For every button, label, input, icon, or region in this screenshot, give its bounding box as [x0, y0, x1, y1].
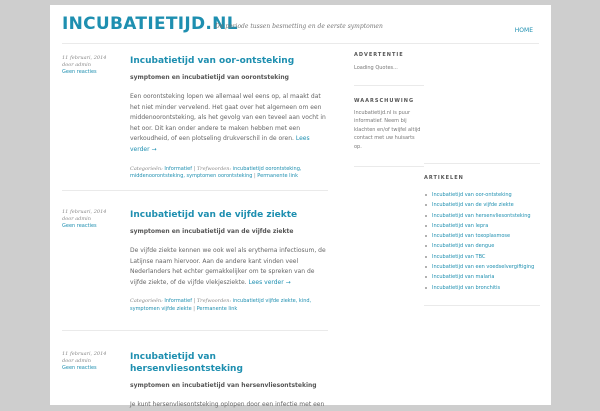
category-link[interactable]: Informatief [164, 298, 192, 305]
article-link[interactable]: Incubatietijd van hersenvliesontsteking [432, 212, 531, 219]
post-author: door admin [62, 358, 91, 364]
post-divider [62, 330, 328, 331]
articles-widget [424, 163, 540, 306]
articles-list [424, 190, 540, 293]
page [50, 5, 551, 408]
category-link[interactable]: Informatief [164, 165, 192, 172]
article-list-item [424, 211, 540, 221]
nav-home-link[interactable]: HOME [514, 27, 533, 34]
article-link[interactable]: Incubatietijd van lepra [432, 222, 489, 229]
post-entry [130, 209, 330, 313]
comments-link[interactable]: Geen reacties [62, 365, 97, 371]
warning-widget-title: WAARSCHUWING [354, 97, 415, 104]
advert-widget-title: ADVERTENTIE [354, 52, 404, 58]
post-footer: Categorieën: Informatief | Trefwoorden: incubatietijd vijfde ziekte, kind, symptomen vijfde ziekte | Permanente link [130, 298, 312, 312]
article-link[interactable]: Incubatietijd van dengue [432, 243, 495, 250]
post-excerpt-text: De vijfde ziekte kennen we ook wel als erythema infectiosum, de Latijnse naam hiervoor. Aan de andere kant vinden veel Nederlanders het echter gemakkelijker om te spreken van de vijfde ziekte, of de vijfde vlekjesziekte. [130, 247, 326, 286]
article-list-item [424, 241, 540, 251]
permalink[interactable]: Permanente link [257, 173, 298, 180]
post-date: 11 februari, 2014 [62, 209, 107, 215]
widget-divider [354, 85, 424, 86]
post-title-link[interactable]: Incubatietijd van oor-ontsteking [130, 56, 295, 66]
article-list-item [424, 283, 540, 293]
post-excerpt [130, 246, 330, 288]
article-list-item [424, 221, 540, 231]
tags-label: Trefwoorden: [196, 165, 232, 172]
post-subtitle: symptomen en incubatietijd van de vijfde ziekte [130, 228, 294, 235]
post-meta [62, 209, 122, 230]
article-link[interactable]: Incubatietijd van bronchitis [432, 284, 501, 291]
article-link[interactable]: Incubatietijd van de vijfde ziekte [432, 202, 514, 209]
article-link[interactable]: Incubatietijd van toxoplasmose [432, 233, 511, 240]
categories-label: Categorieën: [130, 298, 163, 305]
post-date: 11 februari, 2014 [62, 55, 107, 61]
post-entry [130, 351, 330, 411]
site-title-link[interactable]: INCUBATIETIJD.NL [62, 14, 238, 34]
post-excerpt [130, 400, 330, 411]
advert-widget-text: Loading Quotes... [354, 65, 398, 71]
tags-links[interactable]: incubatietijd oorontsteking, middenoorontsteking, symptomen oorontsteking [130, 165, 302, 180]
article-list-item [424, 252, 540, 262]
widget-divider [424, 305, 540, 306]
categories-label: Categorieën: [130, 165, 163, 172]
article-link[interactable]: Incubatietijd van TBC [432, 253, 486, 260]
post-excerpt-text: Je kunt hersenvliesontsteking oplopen door een infectie met een [130, 401, 325, 408]
comments-link[interactable]: Geen reacties [62, 223, 97, 229]
read-more-link[interactable]: Lees verder → [248, 278, 291, 286]
article-list-item [424, 262, 540, 272]
permalink[interactable]: Permanente link [196, 305, 238, 312]
tags-label: Trefwoorden: [196, 298, 232, 305]
article-list-item [424, 200, 540, 210]
post-date: 11 februari, 2014 [62, 351, 107, 357]
post-author: door admin [62, 216, 91, 222]
widget-divider [424, 163, 540, 164]
post-meta [62, 55, 122, 76]
tags-links[interactable]: incubatietijd vijfde ziekte, kind, symptomen vijfde ziekte [130, 298, 312, 312]
article-list-item [424, 272, 540, 282]
warning-widget-text: Incubatietijd.nl is puur informatief. Neem bij klachten en/of twijfel altijd contact met uw huisarts op. [354, 109, 421, 150]
read-more-link[interactable]: Lees verder → [130, 135, 310, 153]
site-tagline: De periode tussen besmetting en de eerste symptomen [215, 23, 383, 30]
comments-link[interactable]: Geen reacties [62, 69, 97, 75]
post-footer: Categorieën: Informatief | Trefwoorden: incubatietijd oorontsteking, middenoorontsteking, symptomen oorontsteking | Permanente link [130, 165, 302, 180]
article-link[interactable]: Incubatietijd van malaria [432, 274, 495, 281]
post-meta [62, 351, 122, 372]
site-header [62, 12, 539, 44]
post-excerpt [130, 92, 330, 156]
post-divider [62, 190, 328, 191]
article-link[interactable]: Incubatietijd van oor-ontsteking [432, 192, 512, 198]
articles-widget-title: ARTIKELEN [424, 175, 464, 181]
widget-divider [354, 166, 424, 167]
article-list-item [424, 231, 540, 241]
article-link[interactable]: Incubatietijd van een voedselvergiftiging [432, 264, 535, 271]
article-list-item [424, 190, 540, 200]
post-subtitle: symptomen en incubatietijd van oorontsteking [130, 74, 289, 81]
post-subtitle: symptomen en incubatietijd van hersenvliesontsteking [130, 382, 317, 389]
post-excerpt-text: Een oorontsteking lopen we allemaal wel eens op, al maakt dat het niet minder vervelend. Het gaat over het algemeen om een middenoorontsteking, als het gevolg van een teveel aan vocht in het oor. Dit kan onder andere te maken hebben met een verkoudheid, of een plotseling drukverschil in de oren. [130, 93, 326, 143]
post-author: door admin [62, 62, 91, 68]
post-title-link[interactable]: Incubatietijd van hersenvliesontsteking [130, 352, 243, 374]
post-title-link[interactable]: Incubatietijd van de vijfde ziekte [130, 210, 298, 220]
sidebar [354, 49, 424, 167]
post-entry [130, 55, 330, 181]
